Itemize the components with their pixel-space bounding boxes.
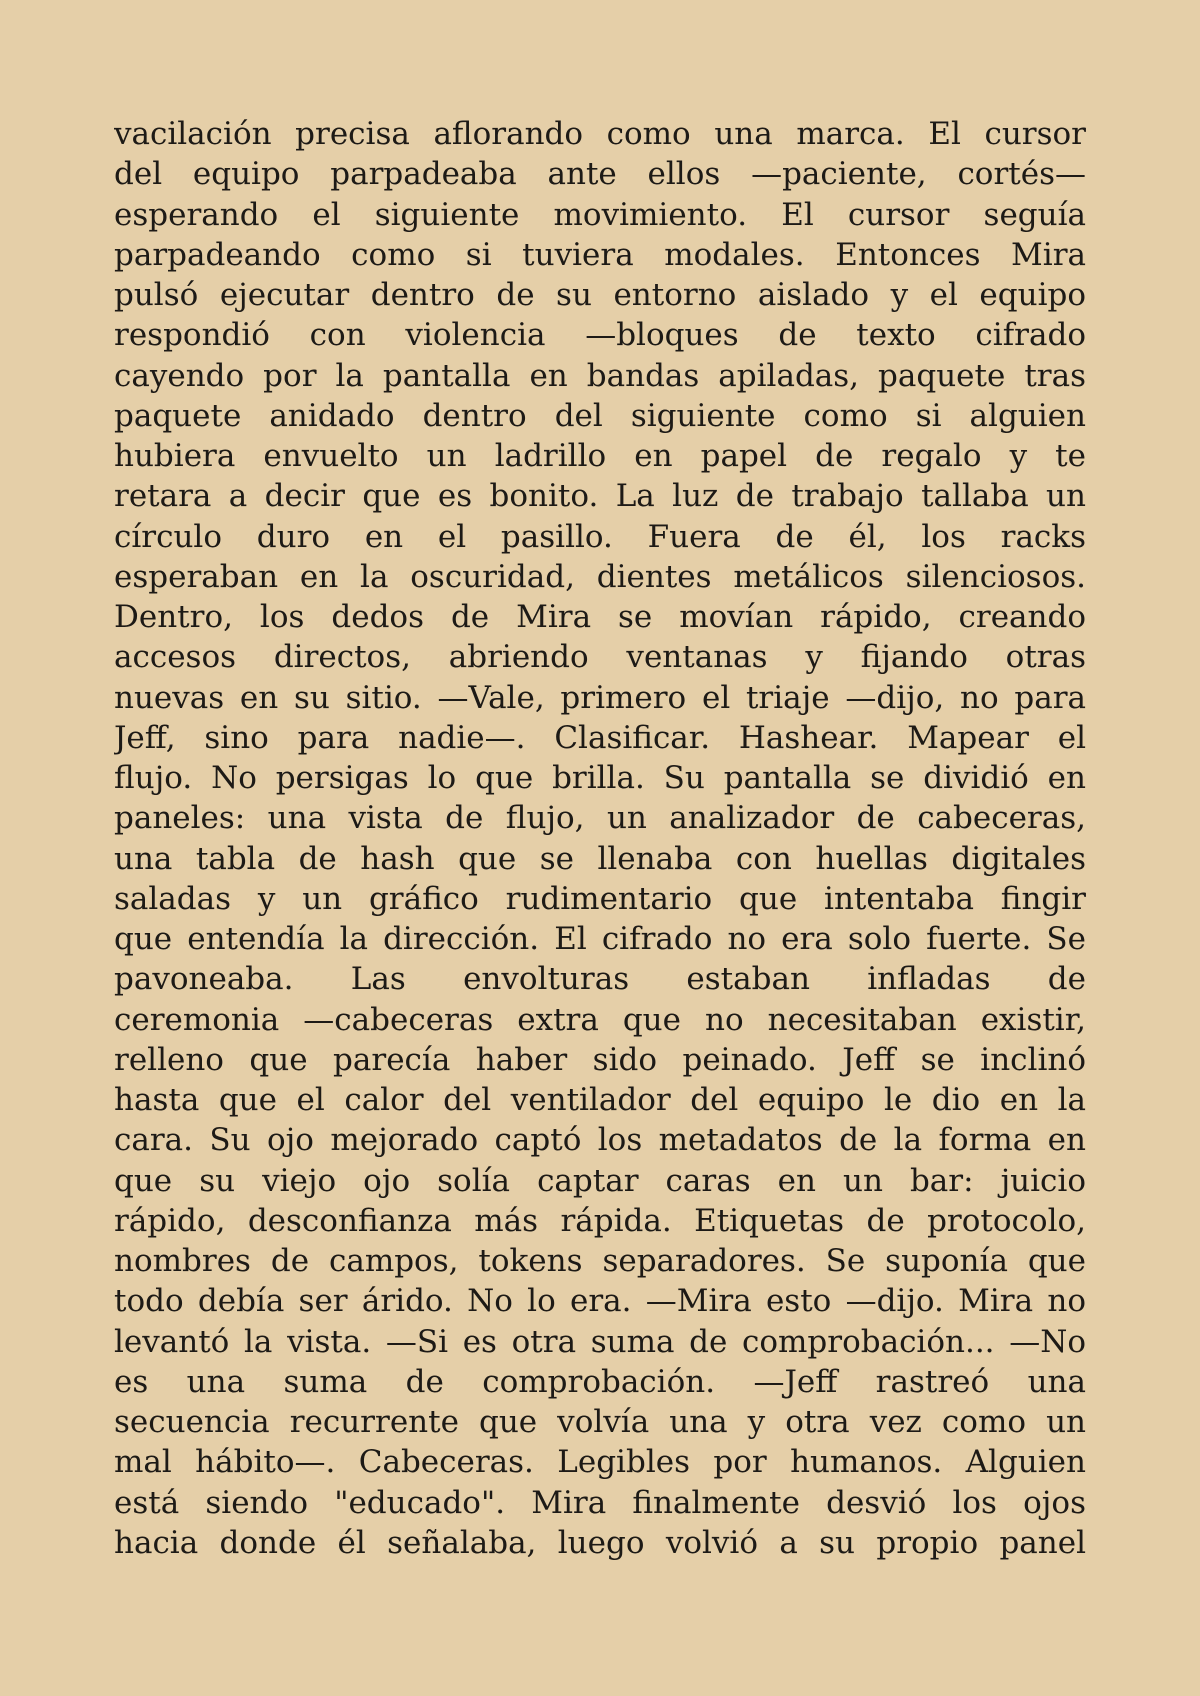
text-line: cara. Su ojo mejorado captó los metadatos de la forma en (114, 1122, 1086, 1159)
text-line: secuencia recurrente que volvía una y otra vez como un (114, 1404, 1086, 1440)
text-line: saladas y un gráfico rudimentario que intentaba fingir (114, 880, 1086, 917)
text-line: vacilación precisa aflorando como una marca. El cursor (114, 116, 1086, 152)
text-line: mal hábito—. Cabeceras. Legibles por humanos. Alguien (114, 1444, 1086, 1481)
text-line: paquete anidado dentro del siguiente como si alguien (114, 397, 1086, 434)
text-line: retara a decir que es bonito. La luz de trabajo tallaba un (114, 478, 1086, 515)
text-line: esperando el siguiente movimiento. El cursor seguía (114, 196, 1086, 233)
text-line: que su viejo ojo solía captar caras en un bar: juicio (114, 1162, 1086, 1199)
text-line: rápido, desconfianza más rápida. Etiquetas de protocolo, (114, 1202, 1086, 1239)
text-line: hasta que el calor del ventilador del equipo le dio en la (114, 1082, 1086, 1118)
text-line: círculo duro en el pasillo. Fuera de él, los racks (114, 518, 1086, 555)
text-line: una tabla de hash que se llenaba con huellas digitales (114, 840, 1086, 877)
text-line: esperaban en la oscuridad, dientes metálicos silenciosos. (114, 558, 1086, 595)
text-line: que entendía la dirección. El cifrado no era solo fuerte. Se (114, 921, 1086, 957)
text-line: hubiera envuelto un ladrillo en papel de regalo y te (114, 438, 1086, 474)
text-line: Dentro, los dedos de Mira se movían rápido, creando (114, 599, 1086, 635)
text-line: levantó la vista. —Si es otra suma de comprobación... —No (114, 1323, 1086, 1360)
text-line: accesos directos, abriendo ventanas y fijando otras (114, 639, 1086, 676)
text-line: del equipo parpadeaba ante ellos —paciente, cortés— (114, 156, 1086, 193)
text-line: pavoneaba. Las envolturas estaban infladas de (114, 961, 1086, 998)
text-line: parpadeando como si tuviera modales. Entonces Mira (114, 236, 1086, 273)
text-line: flujo. No persigas lo que brilla. Su pantalla se dividió en (114, 760, 1086, 796)
text-line: Jeff, sino para nadie—. Clasificar. Hashear. Mapear el (114, 719, 1086, 756)
text-line: nuevas en su sitio. —Vale, primero el triaje —dijo, no para (114, 679, 1086, 716)
text-line: ceremonia —cabeceras extra que no necesitaban existir, (114, 1001, 1086, 1038)
text-line: paneles: una vista de flujo, un analizador de cabeceras, (114, 800, 1086, 837)
text-line: todo debía ser árido. No lo era. —Mira esto —dijo. Mira no (114, 1283, 1086, 1320)
text-line: hacia donde él señalaba, luego volvió a su propio panel (114, 1524, 1086, 1561)
text-line: cayendo por la pantalla en bandas apiladas, paquete tras (114, 357, 1086, 394)
body-text (114, 114, 1086, 1563)
text-line: relleno que parecía haber sido peinado. Jeff se inclinó (114, 1041, 1086, 1078)
text-line: pulsó ejecutar dentro de su entorno aislado y el equipo (114, 277, 1086, 313)
text-line: es una suma de comprobación. —Jeff rastreó una (114, 1363, 1086, 1400)
text-line: está siendo "educado". Mira finalmente desvió los ojos (114, 1484, 1086, 1521)
text-line: respondió con violencia —bloques de texto cifrado (114, 317, 1086, 354)
text-line: nombres de campos, tokens separadores. Se suponía que (114, 1243, 1086, 1279)
